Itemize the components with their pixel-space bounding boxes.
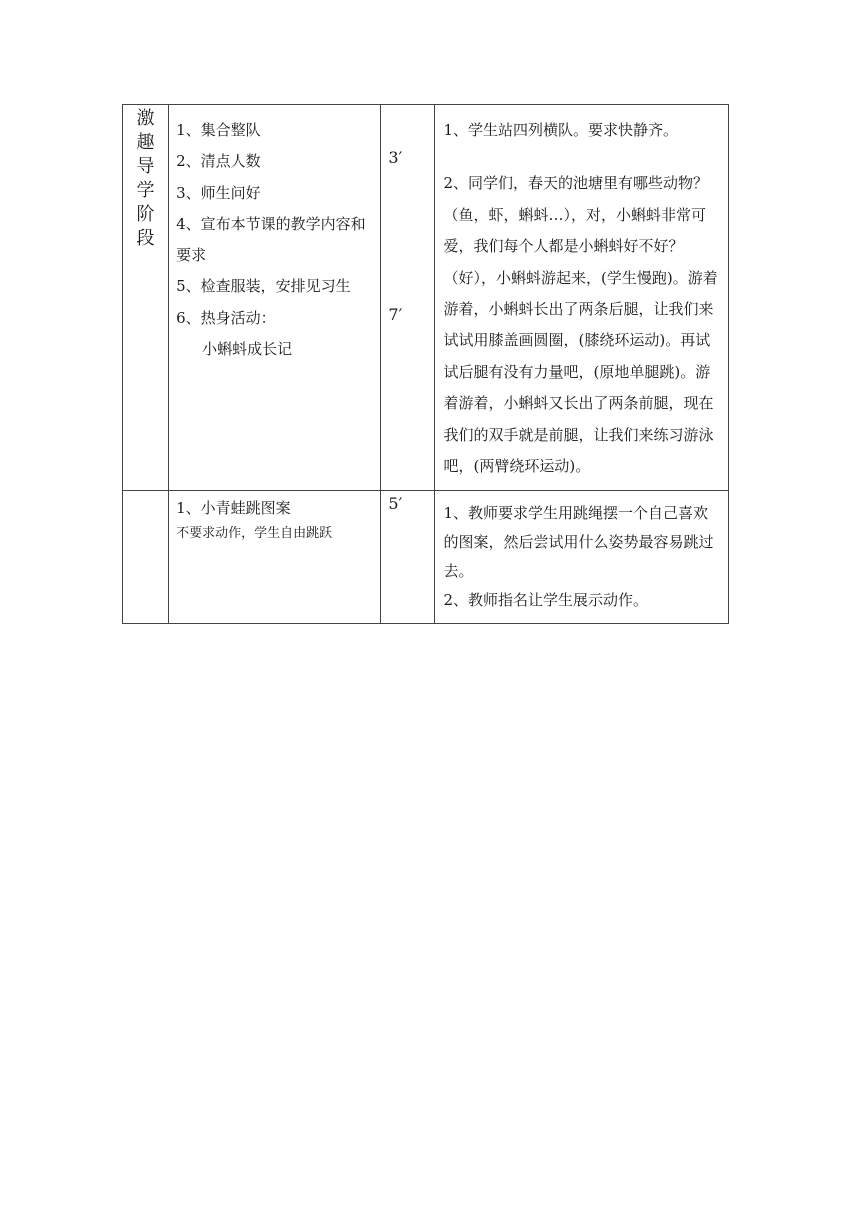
list-item: 小蝌蚪成长记 — [202, 340, 293, 359]
description-text — [435, 491, 728, 623]
list-item: 2、清点人数 — [176, 152, 261, 171]
description-cell — [435, 105, 729, 491]
stage-char: 学 — [136, 180, 155, 201]
time-value: 5′ — [388, 494, 403, 514]
description-paragraph: 2、同学们，春天的池塘里有哪些动物？（鱼，虾，蝌蚪…），对，小蝌蚪非常可爱，我们每个人都是小蝌蚪好不好？（好），小蝌蚪游起来，(学生慢跑)。游着游着，小蝌蚪长出了两条后腿，让我们来试试用膝盖画圆圈，(膝绕环运动)。再试试后腿有没有力量吧，(原地单腿跳)。游着游着，小蝌蚪又长出了两条前腿，现在我们的双手就是前腿，让我们来练习游泳吧，(两臂绕环运动)。 — [443, 174, 718, 476]
table-row — [123, 105, 729, 491]
stage-cell — [123, 491, 169, 624]
time-cell — [381, 105, 435, 491]
list-item: 3、师生问好 — [176, 183, 261, 202]
paragraph-gap — [443, 146, 722, 168]
activity-list — [169, 105, 380, 365]
list-item: 6、热身活动： — [176, 308, 276, 327]
table-row — [123, 491, 729, 624]
stage-cell — [123, 105, 169, 491]
list-item: 5、检查服装，安排见习生 — [176, 277, 351, 296]
stage-char: 段 — [136, 228, 155, 249]
list-item: 1、小青蛙跳图案 — [176, 499, 291, 518]
list-item: 4、宣布本节课的教学内容和要求 — [176, 214, 366, 265]
stage-char: 阶 — [136, 204, 155, 225]
time-cell — [381, 491, 435, 624]
time-value: 7′ — [388, 305, 403, 324]
content-cell — [169, 491, 381, 624]
list-item: 1、集合整队 — [176, 121, 261, 139]
description-paragraph: 1、教师要求学生用跳绳摆一个自己喜欢的图案，然后尝试用什么姿势最容易跳过去。 — [443, 504, 714, 581]
stage-char: 激 — [136, 108, 155, 129]
description-paragraph: 1、学生站四列横队。要求快静齐。 — [443, 121, 679, 139]
description-cell — [435, 491, 729, 624]
description-text — [435, 105, 728, 490]
activity-note: 不要求动作，学生自由跳跃 — [176, 526, 333, 542]
lesson-plan-table — [122, 104, 729, 624]
stage-char: 趣 — [136, 132, 155, 153]
time-value: 3′ — [388, 148, 403, 167]
activity-list — [169, 491, 380, 547]
content-cell — [169, 105, 381, 491]
stage-char: 导 — [136, 156, 155, 177]
description-paragraph: 2、教师指名让学生展示动作。 — [443, 591, 649, 610]
stage-label — [123, 105, 168, 251]
